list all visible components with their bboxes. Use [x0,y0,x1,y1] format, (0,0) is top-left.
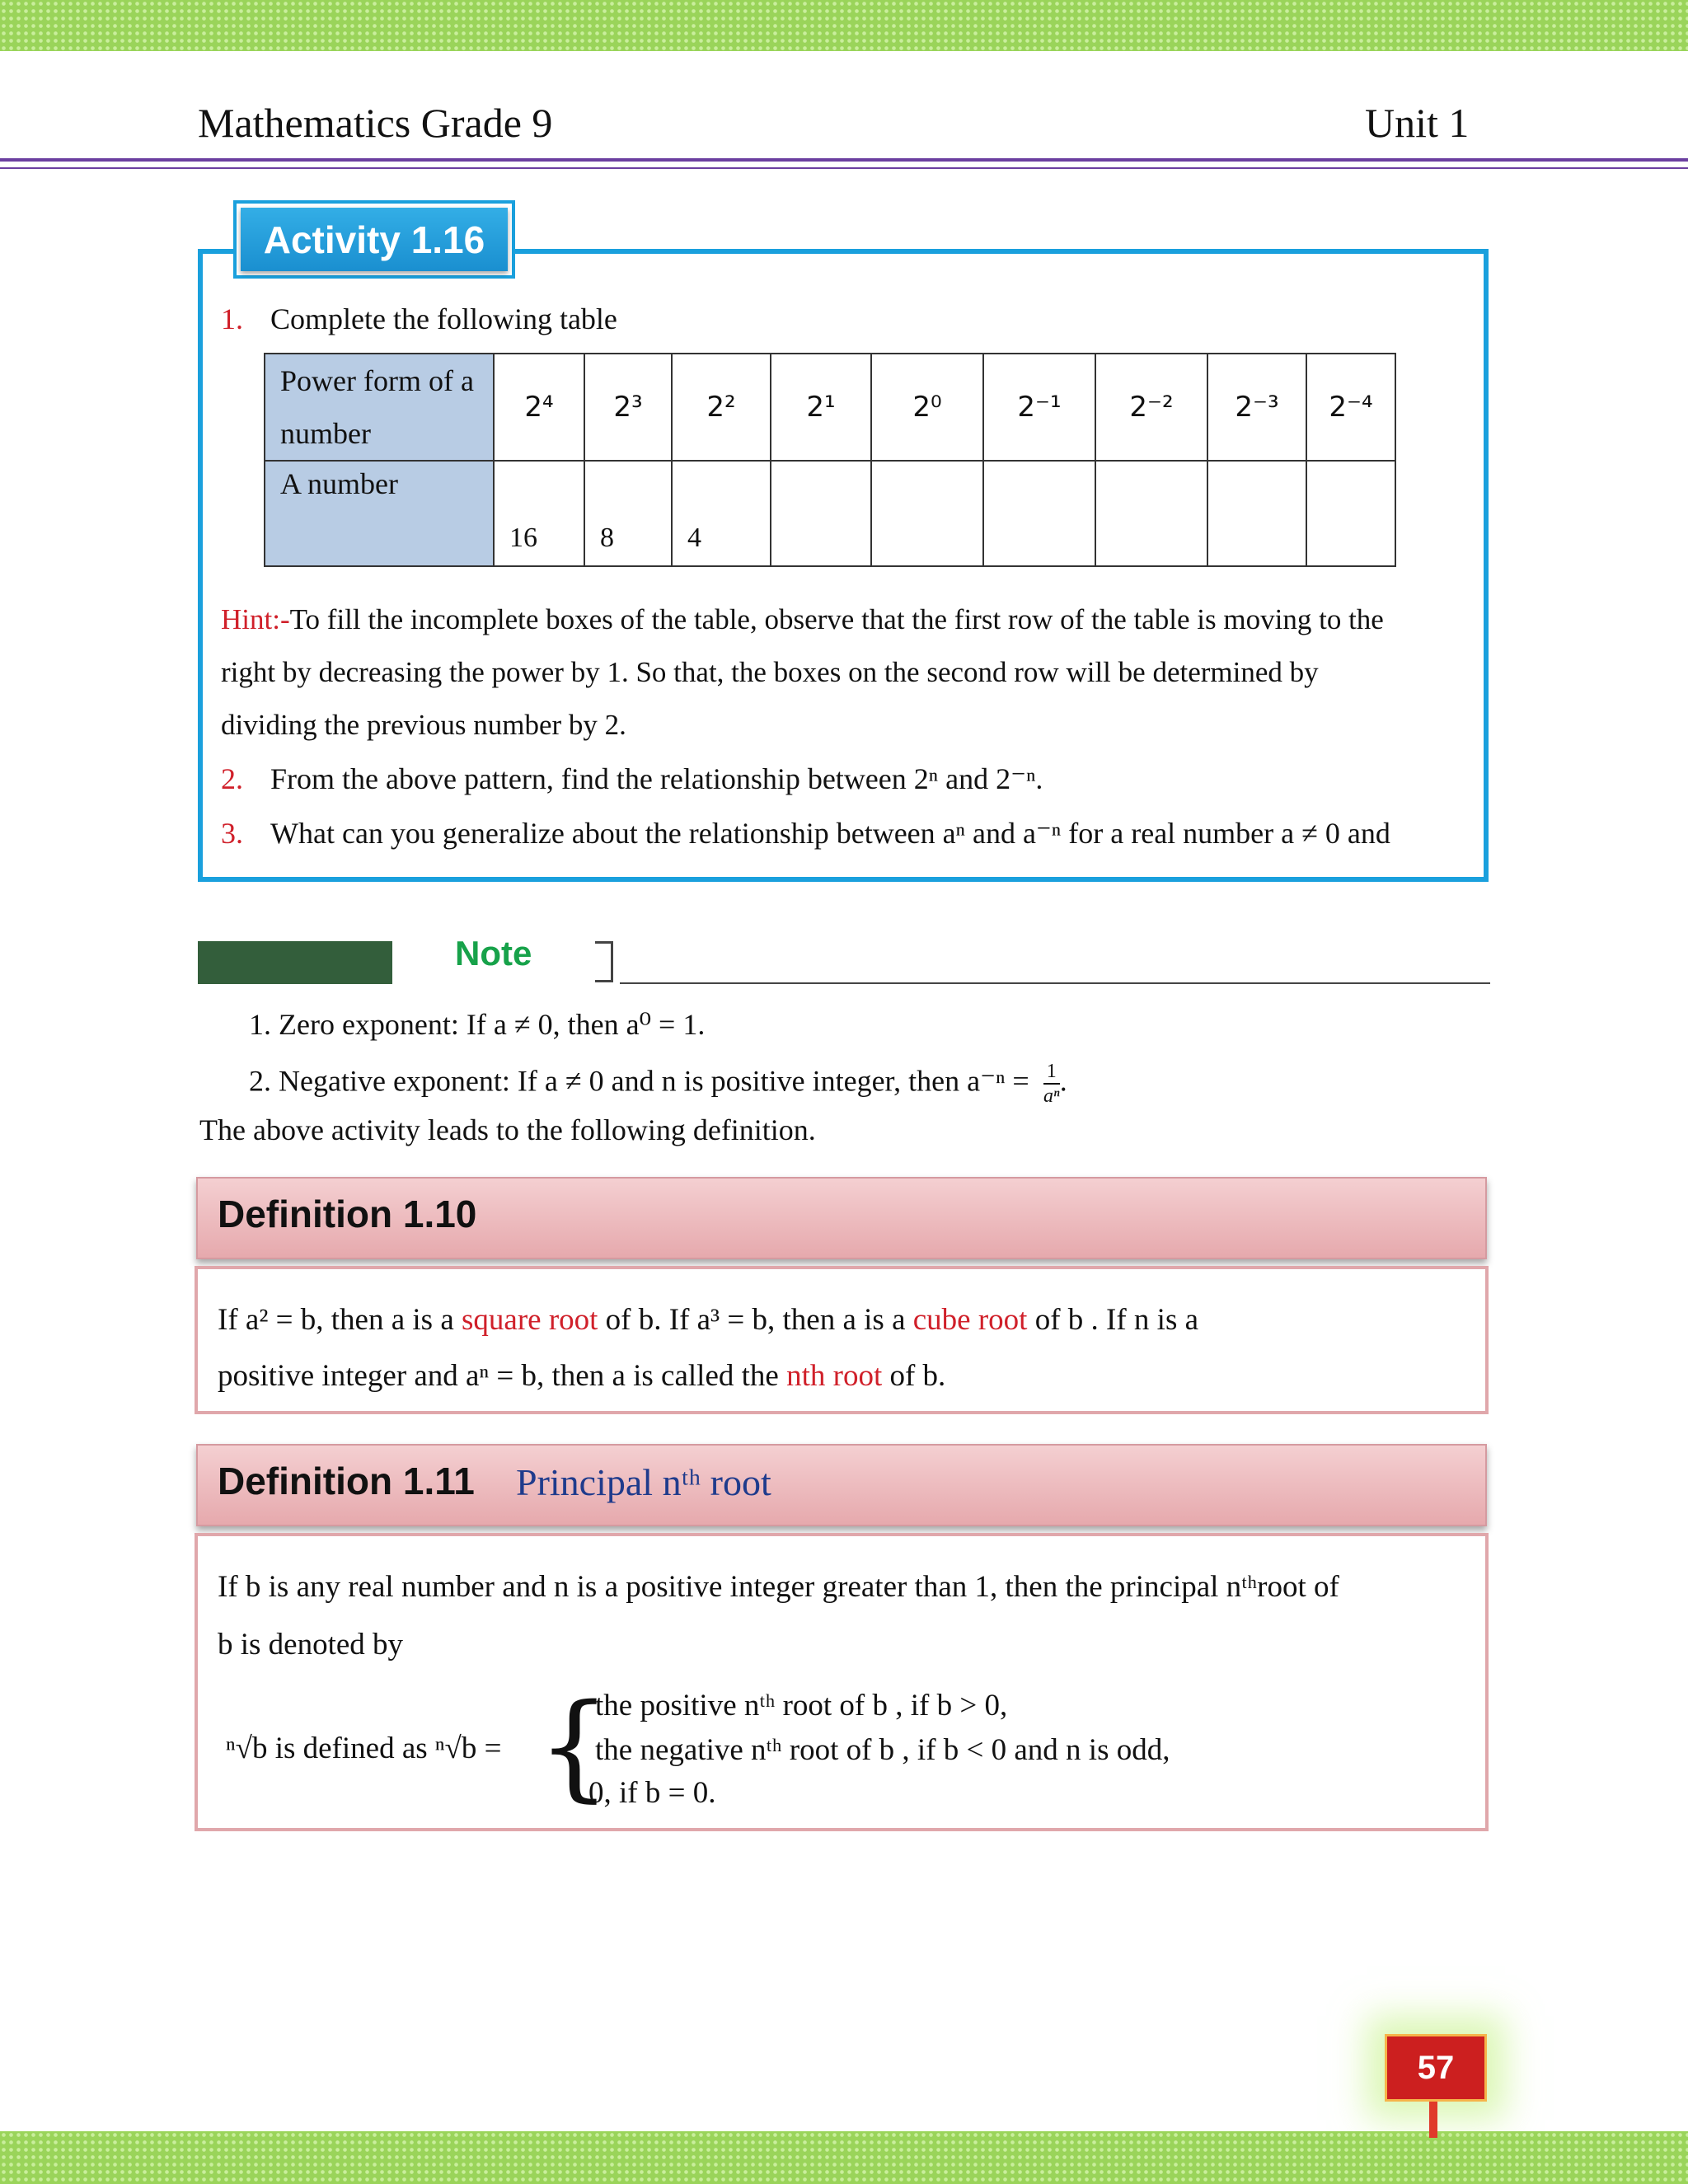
hint-text-1: To fill the incomplete boxes of the table, observe that the first row of the table is moving to the [289,603,1384,635]
row2-label: A number [280,467,398,500]
definition-1-11-subtitle: Principal nᵗʰ root [516,1461,771,1503]
power-cell: 2⁰ [871,354,983,461]
table-row [265,354,1395,461]
q3-number: 3. [221,817,243,850]
fraction-numerator: 1 [1043,1060,1060,1085]
note-item-2 [249,1060,1067,1108]
value-text: 8 [600,523,614,553]
period: . [1059,1064,1067,1098]
row1-label-line2: number [280,417,371,450]
hint-line-3: dividing the previous number by 2. [221,709,626,741]
power-cell: 2⁻³ [1207,354,1306,461]
q3-text: What can you generalize about the relationship between aⁿ and a⁻ⁿ for a real number a ≠ 0 and [270,817,1390,850]
value-cell [672,461,771,566]
q1-number: 1. [221,302,243,335]
header-rule-thin [0,167,1688,169]
activity-label: Activity 1.16 [241,208,508,271]
table-row [265,461,1395,566]
note-bar [198,941,392,984]
power-cell: 2³ [584,354,672,461]
fraction-denominator: aⁿ [1043,1085,1060,1107]
cases-brace: { [537,1680,612,1814]
note-rule [620,982,1490,984]
value-text: 4 [687,523,701,553]
definition-1-11-header [196,1444,1487,1526]
lead-sentence: The above activity leads to the following definition. [199,1113,816,1146]
note-item-1: 1. Zero exponent: If a ≠ 0, then a⁰ = 1. [249,1008,706,1041]
value-cell [1207,461,1306,566]
page-number: 57 [1385,2034,1487,2102]
power-cell: 2⁻² [1095,354,1207,461]
value-cell [771,461,871,566]
def111-line-2: b is denoted by [218,1628,404,1661]
def110-text: of b. [882,1359,946,1393]
note-label: Note [455,934,532,972]
value-cell [494,461,584,566]
row1-label-cell [265,354,494,461]
case-negative: the negative nᵗʰ root of b , if b < 0 and n is odd, [595,1733,1170,1767]
value-cell [1095,461,1207,566]
book-title: Mathematics Grade 9 [198,100,553,146]
header-rule [0,158,1688,162]
def110-text: of b. If a³ = b, then a is a [598,1303,913,1337]
hint-label: Hint:- [221,603,290,635]
def111-lhs: ⁿ√b is defined as ⁿ√b = [226,1732,502,1765]
value-text: 16 [509,523,537,553]
def110-text: positive integer and aⁿ = b, then a is called the [218,1359,787,1393]
def110-line-2 [218,1358,945,1394]
cube-root-term: cube root [912,1303,1028,1337]
value-cell [1306,461,1395,566]
def111-line-1: If b is any real number and n is a positive integer greater than 1, then the principal nᵗʰroot of [218,1570,1339,1604]
definition-1-10-header [196,1177,1487,1259]
definition-1-11-title: Definition 1.11 [218,1460,475,1502]
nth-root-term: nth root [786,1359,883,1393]
row2-label-cell [265,461,494,566]
note-bracket [595,941,613,982]
def110-text: If a² = b, then a is a [218,1303,462,1337]
def110-text: of b . If n is a [1027,1303,1199,1337]
powers-table [264,353,1396,567]
power-cell: 2⁻⁴ [1306,354,1395,461]
row1-label-line1: Power form of a [280,364,474,397]
hint-line-2: right by decreasing the power by 1. So that, the boxes on the second row will be determined by [221,656,1319,688]
power-cell: 2¹ [771,354,871,461]
hint-line-1 [221,603,1384,636]
activity-tab [233,200,515,279]
q2-number: 2. [221,762,243,795]
q1-text: Complete the following table [270,302,617,335]
value-cell [871,461,983,566]
square-root-term: square root [462,1303,598,1337]
fraction [1043,1060,1060,1108]
case-zero: 0, if b = 0. [588,1776,716,1810]
q2-text: From the above pattern, find the relationship between 2ⁿ and 2⁻ⁿ. [270,762,1043,795]
note-item-2-text: 2. Negative exponent: If a ≠ 0 and n is positive integer, then a⁻ⁿ = [249,1064,1029,1098]
bottom-decorative-band [0,2131,1688,2184]
power-cell: 2⁻¹ [983,354,1095,461]
def110-line-1 [218,1302,1198,1338]
power-cell: 2⁴ [494,354,584,461]
top-decorative-band [0,0,1688,51]
value-cell [584,461,672,566]
value-cell [983,461,1095,566]
case-positive: the positive nᵗʰ root of b , if b > 0, [595,1689,1008,1722]
definition-1-10-title: Definition 1.10 [218,1193,477,1235]
power-cell: 2² [672,354,771,461]
unit-label: Unit 1 [1365,100,1470,146]
page-number-stem [1429,2102,1437,2138]
